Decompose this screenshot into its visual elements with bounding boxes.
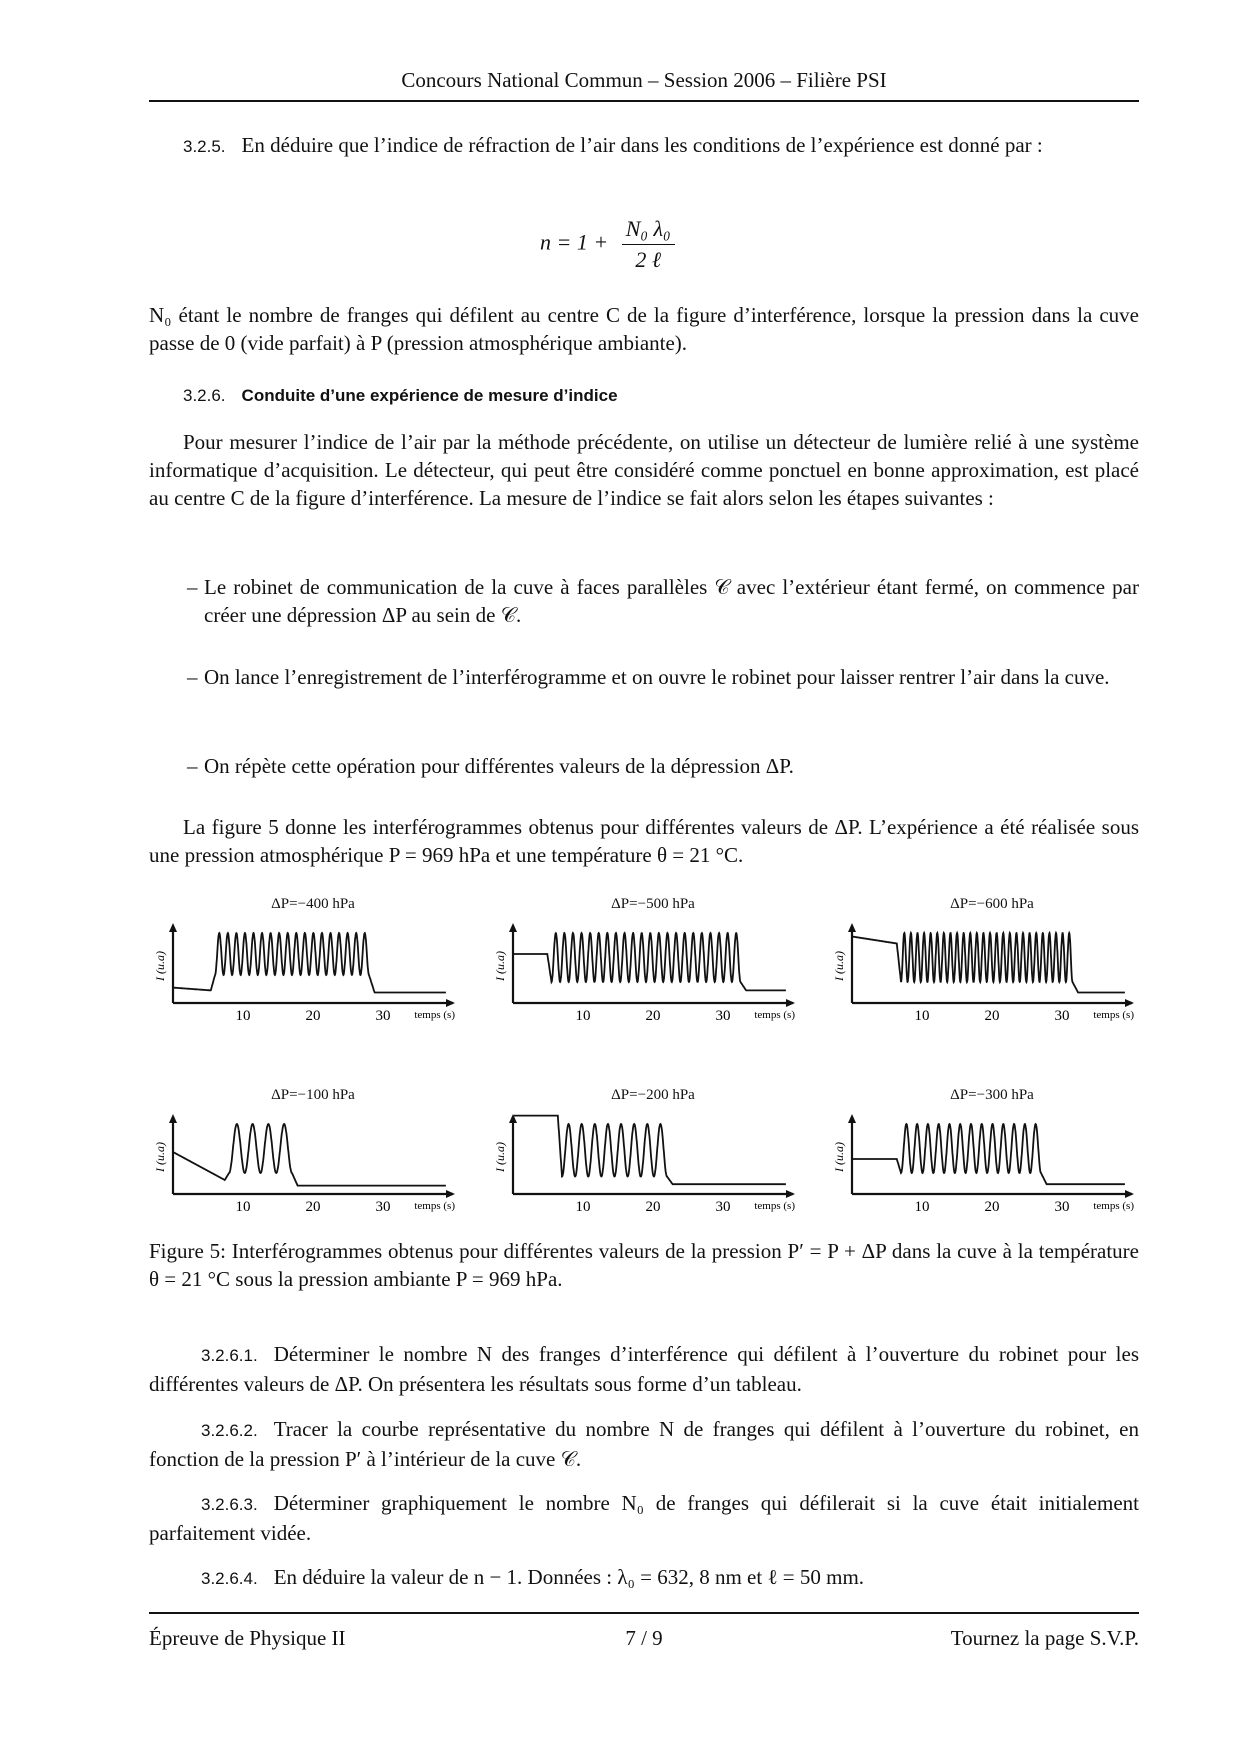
step-item: [187, 752, 1139, 780]
question-number: 3.2.6.3.: [201, 1495, 258, 1514]
x-tick-label: 30: [715, 1008, 731, 1024]
x-tick-label: 20: [984, 1199, 1000, 1215]
question-text: Déterminer le nombre N des franges d’interférence qui défilent à l’ouverture du robinet pour les différentes valeurs de ΔP. On présentera les résultats sous forme d’un tableau.: [149, 1342, 1139, 1396]
question-3-2-6-2: [149, 1415, 1139, 1473]
n0-paragraph: N₀ étant le nombre de franges qui défilent au centre C de la figure d’interférence, lorsque la pression dans la cuve passe de 0 (vide parfait) à P (pression atmosphérique ambiante).: [149, 303, 1139, 355]
y-axis-label: I (u.a): [832, 1142, 846, 1172]
header-rule: [149, 100, 1139, 102]
footer-rule: [149, 1612, 1139, 1614]
x-axis-label: temps (s): [1093, 1009, 1134, 1021]
footer-right: Tournez la page S.V.P.: [950, 1626, 1139, 1650]
interferogram-chart: [491, 915, 811, 1033]
x-axis-arrow: [1125, 1190, 1134, 1198]
step-text: Le robinet de communication de la cuve à faces parallèles 𝒞 avec l’extérieur étant fermé, on commence par créer une dépression ΔP au sein de 𝒞.: [204, 575, 1139, 627]
question-text: En déduire que l’indice de réfraction de l’air dans les conditions de l’expérience est donné par :: [241, 133, 1043, 157]
x-tick-label: 10: [235, 1199, 251, 1215]
chart-title: ΔP=−100 hPa: [271, 1087, 355, 1103]
step-text: On répète cette opération pour différentes valeurs de la dépression ΔP.: [204, 754, 794, 778]
x-axis-arrow: [1125, 999, 1134, 1007]
x-axis-arrow: [446, 999, 455, 1007]
figure-caption: Figure 5: Interférogrammes obtenus pour différentes valeurs de la pression P′ = P + ΔP dans la cuve à la température θ = 21 °C sous la pression ambiante P = 969 hPa.: [149, 1239, 1139, 1291]
y-axis-label: I (u.a): [493, 1142, 507, 1172]
signal-curve: [514, 933, 786, 990]
x-tick-label: 20: [305, 1199, 321, 1215]
question-number: 3.2.6.2.: [201, 1421, 258, 1440]
question-3-2-6-1: [149, 1340, 1139, 1398]
section-heading-3-2-6: [183, 386, 618, 406]
section-number: 3.2.6.: [183, 386, 226, 405]
chart-title: ΔP=−200 hPa: [611, 1087, 695, 1103]
section-title: Conduite d’une expérience de mesure d’indice: [241, 386, 618, 405]
question-3-2-5: [149, 131, 1139, 161]
step-text: On lance l’enregistrement de l’interférogramme et on ouvre le robinet pour laisser rentrer l’air dans la cuve.: [204, 665, 1110, 689]
question-number: 3.2.6.1.: [201, 1346, 258, 1365]
interferogram-chart: [491, 1106, 811, 1224]
question-3-2-6-4: [149, 1563, 1139, 1593]
x-tick-label: 30: [1054, 1008, 1070, 1024]
question-3-2-6-3: [149, 1489, 1139, 1547]
x-tick-label: 20: [305, 1008, 321, 1024]
bullet-dash: –: [187, 754, 198, 778]
x-axis-arrow: [786, 999, 795, 1007]
question-number: 3.2.6.4.: [201, 1569, 258, 1588]
figure-paragraph: La figure 5 donne les interférogrammes obtenus pour différentes valeurs de ΔP. L’expérience a été réalisée sous une pression atmosphérique P = 969 hPa et une température θ = 21 °C.: [149, 815, 1139, 867]
question-number: 3.2.5.: [183, 137, 226, 156]
y-axis-arrow: [169, 1114, 177, 1123]
interferogram-chart: [830, 1106, 1150, 1224]
x-tick-label: 30: [1054, 1199, 1070, 1215]
signal-curve: [174, 933, 446, 993]
chart-title: ΔP=−400 hPa: [271, 896, 355, 912]
question-text: Déterminer graphiquement le nombre N₀ de franges qui défilerait si la cuve était initialement parfaitement vidée.: [149, 1491, 1139, 1545]
page-header: Concours National Commun – Session 2006 – Filière PSI: [401, 68, 887, 92]
y-axis-label: I (u.a): [153, 1142, 167, 1172]
formula-refractive-index: [540, 216, 675, 273]
x-tick-label: 10: [914, 1008, 930, 1024]
chart-title: ΔP=−500 hPa: [611, 896, 695, 912]
interferogram-chart: [830, 915, 1150, 1033]
y-axis-label: I (u.a): [832, 951, 846, 981]
x-tick-label: 30: [715, 1199, 731, 1215]
x-tick-label: 30: [375, 1199, 391, 1215]
chart-title: ΔP=−300 hPa: [950, 1087, 1034, 1103]
y-axis-arrow: [848, 1114, 856, 1123]
x-axis-arrow: [446, 1190, 455, 1198]
x-axis-arrow: [786, 1190, 795, 1198]
x-axis-label: temps (s): [754, 1009, 795, 1021]
footer-left: Épreuve de Physique II: [149, 1626, 346, 1650]
signal-curve: [514, 1116, 786, 1185]
signal-curve: [853, 933, 1125, 993]
x-tick-label: 10: [575, 1008, 591, 1024]
y-axis-arrow: [169, 923, 177, 932]
formula-denominator: 2 ℓ: [635, 247, 662, 272]
x-axis-label: temps (s): [414, 1200, 455, 1212]
signal-curve: [174, 1124, 446, 1186]
x-tick-label: 30: [375, 1008, 391, 1024]
formula-numerator: N₀ λ₀: [622, 216, 675, 245]
signal-curve: [853, 1124, 1125, 1184]
intro-paragraph: Pour mesurer l’indice de l’air par la méthode précédente, on utilise un détecteur de lumière relié à une système informatique d’acquisition. Le détecteur, qui peut être considéré comme ponctuel en bonne approximation, est placé au centre C de la figure d’interférence. La mesure de l’indice se fait alors selon les étapes suivantes :: [149, 430, 1139, 510]
interferogram-chart: [151, 1106, 471, 1224]
bullet-dash: –: [187, 575, 198, 599]
x-axis-label: temps (s): [754, 1200, 795, 1212]
chart-title: ΔP=−600 hPa: [950, 896, 1034, 912]
x-tick-label: 20: [645, 1008, 661, 1024]
x-tick-label: 20: [984, 1008, 1000, 1024]
x-axis-label: temps (s): [414, 1009, 455, 1021]
question-text: Tracer la courbe représentative du nombre N de franges qui défilent à l’ouverture du robinet, en fonction de la pression P′ à l’intérieur de la cuve 𝒞.: [149, 1417, 1139, 1471]
y-axis-arrow: [509, 923, 517, 932]
x-tick-label: 20: [645, 1199, 661, 1215]
x-tick-label: 10: [914, 1199, 930, 1215]
y-axis-label: I (u.a): [153, 951, 167, 981]
step-item: [187, 663, 1139, 691]
bullet-dash: –: [187, 665, 198, 689]
page-number: 7 / 9: [625, 1626, 663, 1650]
y-axis-label: I (u.a): [493, 951, 507, 981]
y-axis-arrow: [848, 923, 856, 932]
step-item: [187, 573, 1139, 629]
x-tick-label: 10: [235, 1008, 251, 1024]
interferogram-chart: [151, 915, 471, 1033]
x-tick-label: 10: [575, 1199, 591, 1215]
formula-lhs: n = 1 +: [540, 229, 609, 255]
question-text: En déduire la valeur de n − 1. Données : λ₀ = 632, 8 nm et ℓ = 50 mm.: [273, 1565, 865, 1589]
x-axis-label: temps (s): [1093, 1200, 1134, 1212]
